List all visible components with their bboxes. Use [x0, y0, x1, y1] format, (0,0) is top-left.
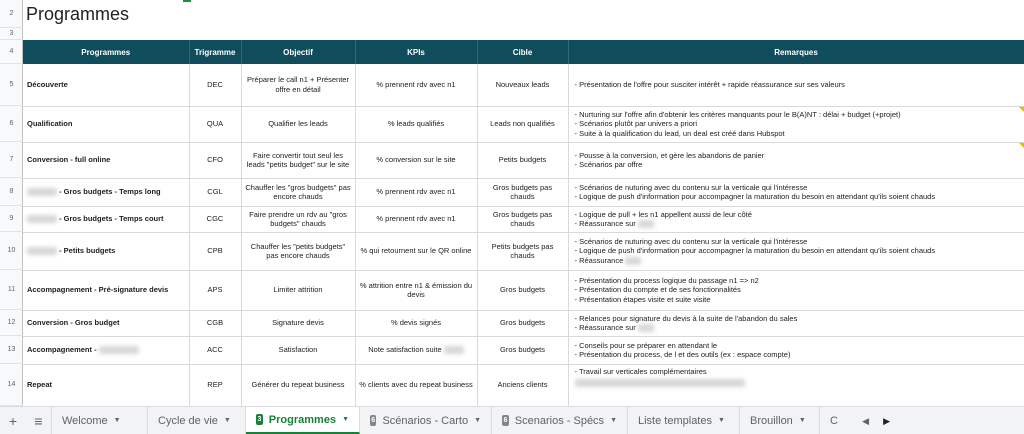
- redacted-text: [575, 379, 745, 387]
- cell-cible[interactable]: Nouveaux leads: [477, 64, 568, 106]
- tab-badge-icon: 3: [257, 416, 262, 423]
- cell-cible[interactable]: Gros budgets pas chauds: [477, 206, 568, 232]
- sheet-tab-bar: [0, 406, 1024, 434]
- cell-kpi[interactable]: % prennent rdv avec n1: [355, 64, 477, 106]
- cell-trigramme[interactable]: CPB: [189, 232, 241, 270]
- cell-remarques[interactable]: [568, 64, 1024, 106]
- cell-trigramme[interactable]: CGL: [189, 178, 241, 206]
- cell-remarques[interactable]: [568, 270, 1024, 310]
- cell-programme[interactable]: [23, 206, 189, 232]
- row-number[interactable]: 8: [0, 178, 23, 206]
- row-number[interactable]: 6: [0, 106, 23, 142]
- table-row: [23, 206, 1024, 232]
- table-row: [23, 232, 1024, 270]
- col-header-objectif[interactable]: Objectif: [241, 40, 355, 64]
- tab-badge-icon: 6: [503, 417, 508, 424]
- table-row: [23, 142, 1024, 178]
- cell-remarques[interactable]: [568, 206, 1024, 232]
- cell-kpi[interactable]: % conversion sur le site: [355, 142, 477, 178]
- chevron-down-icon[interactable]: ▼: [610, 417, 617, 424]
- redacted-text: [27, 247, 57, 255]
- comment-indicator[interactable]: [1019, 107, 1024, 112]
- remark-line: - Nurturing sur l'offre afin d'obtenir les critères manquants pour le B(A)NT : délai + budget (+projet): [574, 109, 901, 119]
- programme-label: Accompagnement -: [27, 345, 97, 355]
- tab-label: Scenarios - Spécs: [514, 414, 605, 427]
- cell-remarques[interactable]: [568, 336, 1024, 364]
- tab-scenarios-carto[interactable]: [360, 407, 492, 434]
- tab-label: Cycle de vie: [158, 414, 218, 427]
- tab-scenarios-specs[interactable]: [492, 407, 628, 434]
- tab-liste-templates[interactable]: [628, 407, 740, 434]
- remark-line: - Logique de push d'information pour accompagner la maturation du besoin en attendant qu'ils soient chauds: [574, 246, 936, 256]
- cell-cible[interactable]: Gros budgets: [477, 270, 568, 310]
- cell-objectif[interactable]: Faire convertir tout seul les leads "petits budget" sur le site: [241, 142, 355, 178]
- cell-cible[interactable]: Gros budgets: [477, 310, 568, 336]
- cell-objectif[interactable]: Faire prendre un rdv au "gros budgets" chauds: [241, 206, 355, 232]
- col-header-cible[interactable]: Cible: [477, 40, 568, 64]
- table-row: [23, 270, 1024, 310]
- row-number[interactable]: 13: [0, 336, 23, 364]
- remark-line: - Présentation de l'offre pour susciter intérêt + rapide réassurance sur ses valeurs: [574, 80, 845, 89]
- cell-kpi[interactable]: % attrition entre n1 & émission du devis: [355, 270, 477, 310]
- cell-programme[interactable]: [23, 232, 189, 270]
- plus-icon: +: [8, 412, 18, 429]
- cell-remarques[interactable]: [568, 178, 1024, 206]
- cell-programme[interactable]: Accompagnement - Pré-signature devis: [23, 270, 189, 310]
- tab-brouillon[interactable]: [740, 407, 820, 434]
- remark-line: - Suite à la qualification du lead, un deal est créé dans Hubspot: [574, 128, 785, 138]
- remark-line: - Logique de pull + les n1 appellent aussi de leur côté: [574, 209, 752, 219]
- title-accent-mark: [183, 0, 191, 2]
- row-number[interactable]: 4: [0, 40, 23, 64]
- cell-trigramme[interactable]: CGB: [189, 310, 241, 336]
- cell-kpi[interactable]: % devis signés: [355, 310, 477, 336]
- remark-line: - Scénarios plutôt par univers a priori: [574, 119, 698, 129]
- cell-kpi[interactable]: % leads qualifiés: [355, 106, 477, 142]
- cell-trigramme[interactable]: REP: [189, 364, 241, 406]
- remark-text: - Réassurance: [574, 255, 624, 265]
- cell-kpi[interactable]: % qui retournent sur le QR online: [355, 232, 477, 270]
- programme-label: - Gros budgets - Temps court: [59, 214, 164, 224]
- cell-objectif[interactable]: Chauffer les "gros budgets" pas encore chauds: [241, 178, 355, 206]
- col-header-remarques[interactable]: Remarques: [568, 40, 1024, 64]
- cell-programme[interactable]: [23, 178, 189, 206]
- chevron-down-icon[interactable]: ▼: [717, 417, 725, 424]
- kpi-text: Note satisfaction suite: [368, 345, 442, 355]
- cell-programme[interactable]: [23, 336, 189, 364]
- row-number[interactable]: 9: [0, 206, 23, 232]
- tab-scroll-controls: [856, 407, 896, 434]
- cell-objectif[interactable]: Signature devis: [241, 310, 355, 336]
- cell-objectif[interactable]: Générer du repeat business: [241, 364, 355, 406]
- redacted-text: [638, 324, 654, 332]
- tab-programmes[interactable]: [246, 407, 360, 434]
- cell-programme[interactable]: Conversion - Gros budget: [23, 310, 189, 336]
- cell-cible[interactable]: Anciens clients: [477, 364, 568, 406]
- remark-line: - Relances pour signature du devis à la suite de l'abandon du sales: [574, 313, 798, 323]
- cell-objectif[interactable]: Qualifier les leads: [241, 106, 355, 142]
- comment-indicator[interactable]: [1019, 143, 1024, 148]
- remark-line: - Scénarios de nuturing avec du contenu sur la verticale qui l'intéresse: [574, 236, 808, 246]
- table-row: [23, 64, 1024, 106]
- cell-kpi[interactable]: % prennent rdv avec n1: [355, 178, 477, 206]
- row-number[interactable]: 14: [0, 364, 23, 406]
- redacted-text: [638, 220, 654, 228]
- programmes-table: [23, 40, 1024, 406]
- cell-cible[interactable]: Gros budgets: [477, 336, 568, 364]
- chevron-down-icon[interactable]: ▼: [113, 417, 121, 424]
- col-header-trigramme[interactable]: Trigramme: [189, 40, 241, 64]
- row-number[interactable]: 2: [0, 0, 23, 28]
- col-header-programmes[interactable]: Programmes: [23, 40, 189, 64]
- remark-line: - Scénarios de nuturing avec du contenu sur la verticale qui l'intéresse: [574, 182, 808, 192]
- remark-line: - Présentation du process, de l et des outils (ex : espace compte): [574, 350, 791, 359]
- table-row: [23, 106, 1024, 142]
- table-row: [23, 336, 1024, 364]
- row-number[interactable]: 10: [0, 232, 23, 270]
- chevron-down-icon[interactable]: ▼: [223, 417, 231, 424]
- cell-objectif[interactable]: Limiter attrition: [241, 270, 355, 310]
- remark-line: [575, 219, 1024, 229]
- cell-programme[interactable]: Repeat: [23, 364, 189, 406]
- all-sheets-button[interactable]: [26, 407, 52, 434]
- cell-trigramme[interactable]: ACC: [189, 336, 241, 364]
- cell-cible[interactable]: Petits budgets: [477, 142, 568, 178]
- cell-trigramme[interactable]: APS: [189, 270, 241, 310]
- tab-label: Scénarios - Carto: [382, 414, 469, 427]
- remark-line: [575, 256, 1024, 266]
- remark-text: - Réassurance sur: [574, 219, 636, 228]
- cell-objectif[interactable]: Préparer le call n1 + Présenter offre en détail: [241, 64, 355, 106]
- cell-remarques[interactable]: [568, 142, 1024, 178]
- table-row: [23, 178, 1024, 206]
- row-number[interactable]: 7: [0, 142, 23, 178]
- row-number[interactable]: 12: [0, 310, 23, 336]
- row-number[interactable]: 3: [0, 28, 23, 40]
- cell-objectif[interactable]: Satisfaction: [241, 336, 355, 364]
- tab-cycle-de-vie[interactable]: [148, 407, 246, 434]
- table-row: [23, 364, 1024, 406]
- redacted-text: [625, 257, 641, 265]
- cell-kpi[interactable]: % prennent rdv avec n1: [355, 206, 477, 232]
- redacted-text: [27, 188, 57, 196]
- table-row: [23, 310, 1024, 336]
- remark-line: - Présentation étapes visite et suite visite: [574, 294, 711, 304]
- cell-remarques[interactable]: [568, 364, 1024, 406]
- cell-kpi[interactable]: % clients avec du repeat business: [355, 364, 477, 406]
- redacted-text: [444, 346, 464, 354]
- scroll-right-icon[interactable]: ▶: [883, 415, 890, 426]
- cell-cible[interactable]: Petits budgets pas chauds: [477, 232, 568, 270]
- row-number[interactable]: 5: [0, 64, 23, 106]
- cell-programme[interactable]: Découverte: [23, 64, 189, 106]
- cell-trigramme[interactable]: CFO: [189, 142, 241, 178]
- add-sheet-button[interactable]: [0, 407, 26, 434]
- sheet-title[interactable]: Programmes: [26, 3, 130, 24]
- list-icon: ≡: [34, 412, 43, 429]
- row-number-gutter: [0, 0, 23, 406]
- tab-label: C: [830, 414, 838, 427]
- cell-cible[interactable]: Leads non qualifiés: [477, 106, 568, 142]
- col-header-kpis[interactable]: KPIs: [355, 40, 477, 64]
- scroll-left-icon[interactable]: ◀: [862, 415, 870, 426]
- cell-remarques[interactable]: [568, 106, 1024, 142]
- cell-objectif[interactable]: Chauffer les "petits budgets" pas encore chauds: [241, 232, 355, 270]
- tab-label: Welcome: [62, 414, 108, 427]
- tab-label: Programmes: [268, 413, 337, 426]
- chevron-down-icon[interactable]: ▼: [474, 417, 481, 424]
- cell-trigramme[interactable]: CGC: [189, 206, 241, 232]
- remark-line: [575, 323, 1024, 333]
- remark-line: - Logique de push d'information pour accompagner la maturation du besoin en attendant qu'ils soient chauds: [574, 192, 936, 201]
- cell-trigramme[interactable]: QUA: [189, 106, 241, 142]
- programme-label: - Petits budgets: [59, 246, 116, 256]
- row-number[interactable]: 11: [0, 270, 23, 310]
- tab-label: Liste templates: [638, 414, 712, 427]
- tab-label: Brouillon: [750, 414, 793, 427]
- redacted-text: [99, 346, 139, 354]
- cell-remarques[interactable]: [568, 310, 1024, 336]
- header-row: [23, 40, 1024, 64]
- programme-label: - Gros budgets - Temps long: [59, 187, 161, 197]
- chevron-down-icon[interactable]: ▼: [798, 417, 806, 424]
- remark-line: - Pousse à la conversion, et gère les abandons de panier: [574, 150, 765, 160]
- tab-welcome[interactable]: [52, 407, 148, 434]
- cell-cible[interactable]: Gros budgets pas chauds: [477, 178, 568, 206]
- remark-line: - Présentation du process logique du passage n1 => n2: [574, 275, 759, 285]
- cell-programme[interactable]: Qualification: [23, 106, 189, 142]
- remark-line: - Scénarios par offre: [574, 160, 643, 169]
- remark-line: - Travail sur verticales complémentaires: [574, 366, 707, 376]
- redacted-text: [27, 215, 57, 223]
- cell-kpi[interactable]: [355, 336, 477, 364]
- remark-line: - Présentation du compte et de ses fonctionnalités: [574, 285, 741, 295]
- cell-trigramme[interactable]: DEC: [189, 64, 241, 106]
- chevron-down-icon[interactable]: ▼: [342, 416, 349, 423]
- cell-programme[interactable]: Conversion - full online: [23, 142, 189, 178]
- tab-badge-icon: 6: [371, 417, 376, 424]
- cell-remarques[interactable]: [568, 232, 1024, 270]
- tab-truncated[interactable]: [820, 407, 844, 434]
- remark-line: - Conseils pour se préparer en attendant le: [574, 340, 718, 350]
- remark-text: - Réassurance sur: [574, 323, 636, 332]
